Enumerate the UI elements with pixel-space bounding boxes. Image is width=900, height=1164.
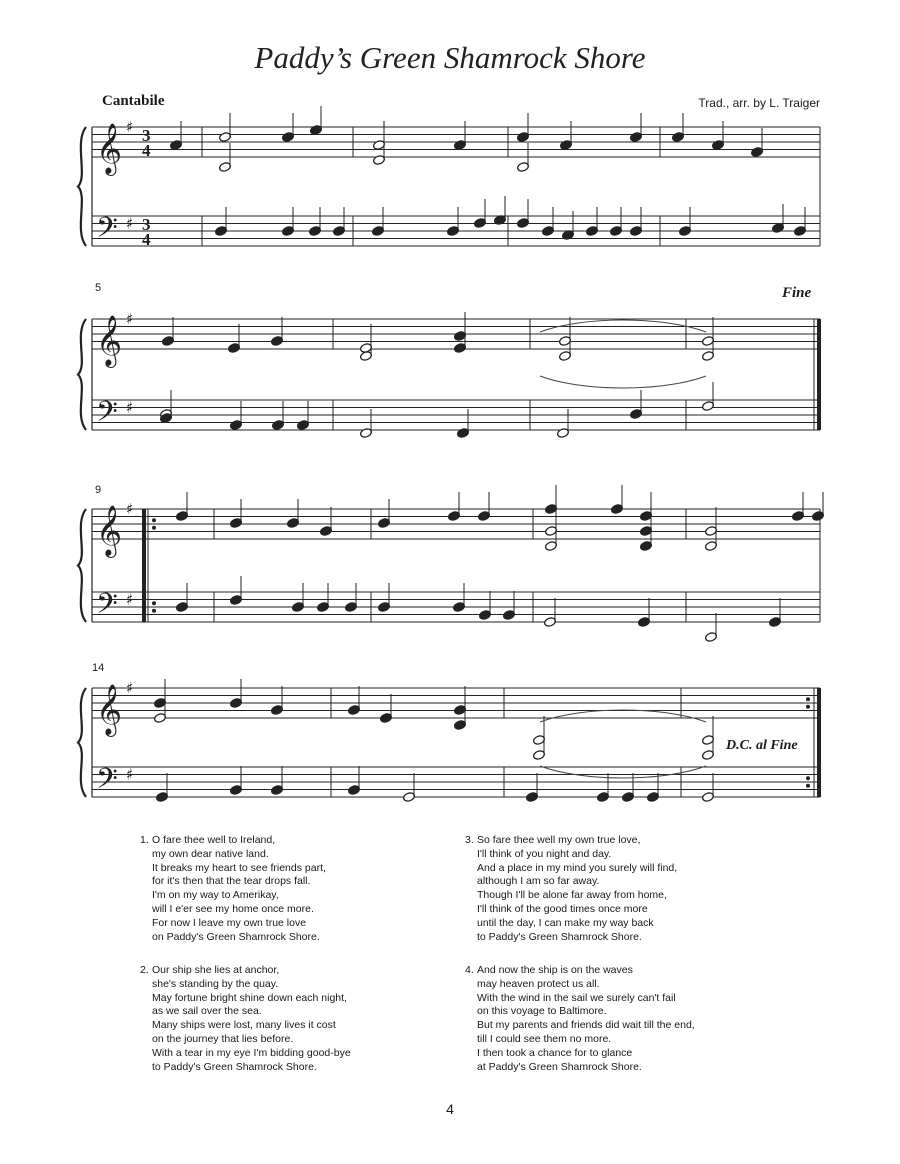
final-barline-thick bbox=[817, 319, 821, 430]
repeat-dot bbox=[152, 526, 156, 530]
time-signature-top: 3 bbox=[142, 126, 151, 145]
verse-2 bbox=[140, 964, 351, 1074]
verse-1 bbox=[140, 834, 326, 944]
repeat-dot bbox=[806, 784, 810, 788]
bass-clef-icon: 𝄢 bbox=[96, 211, 118, 252]
treble-clef-icon: 𝄞 bbox=[96, 123, 123, 174]
measure-number-14: 14 bbox=[92, 662, 105, 674]
lyric-line: May fortune bright shine down each night, bbox=[152, 991, 347, 1004]
lyric-line: although I am so far away. bbox=[477, 875, 600, 888]
lyric-line: will I e'er see my home once more. bbox=[152, 902, 314, 915]
sharp-icon: ♯ bbox=[126, 500, 134, 518]
verse-3 bbox=[465, 834, 678, 944]
treble-clef-icon: 𝄞 bbox=[96, 505, 123, 556]
lyric-line: for it's then that the tear drops fall. bbox=[152, 875, 311, 888]
lyric-line: And now the ship is on the waves bbox=[477, 964, 633, 976]
repeat-dot bbox=[806, 697, 810, 701]
repeat-dot bbox=[806, 776, 810, 780]
sharp-icon: ♯ bbox=[126, 398, 134, 417]
sharp-icon: ♯ bbox=[126, 214, 134, 233]
sharp-icon: ♯ bbox=[126, 765, 134, 784]
measure-number-5: 5 bbox=[95, 282, 102, 294]
system-brace bbox=[78, 509, 86, 622]
lyric-line: till I could see them no more. bbox=[477, 1032, 612, 1045]
bass-clef-icon: 𝄢 bbox=[96, 762, 118, 803]
sharp-icon: ♯ bbox=[126, 679, 134, 697]
repeat-start-thick bbox=[142, 509, 146, 622]
lyric-line: she's standing by the quay. bbox=[152, 977, 279, 990]
lyric-line: on Paddy's Green Shamrock Shore. bbox=[152, 930, 320, 943]
measure-number-9: 9 bbox=[95, 484, 102, 496]
sharp-icon: ♯ bbox=[126, 118, 134, 136]
bass-clef-icon: 𝄢 bbox=[96, 587, 118, 628]
lyric-line: Though I'll be alone far away from home, bbox=[477, 889, 667, 902]
verse-number: 3. bbox=[465, 834, 474, 846]
treble-clef-icon: 𝄞 bbox=[96, 315, 123, 366]
verse-number: 4. bbox=[465, 964, 474, 976]
lyric-line: to Paddy's Green Shamrock Shore. bbox=[152, 1060, 317, 1073]
bass-clef-icon: 𝄢 bbox=[96, 395, 118, 436]
repeat-barline-thick bbox=[817, 688, 821, 797]
system-brace bbox=[78, 127, 86, 246]
lyric-line: So fare thee well my own true love, bbox=[477, 834, 641, 846]
time-signature-bottom: 4 bbox=[142, 141, 151, 160]
arranger-credit: Trad., arr. by L. Traiger bbox=[698, 96, 820, 110]
lyric-line: I'm on my way to Amerikay, bbox=[152, 889, 279, 902]
lyric-line: I'll think of the good times once more bbox=[477, 902, 648, 915]
lyric-line: For now I leave my own true love bbox=[152, 916, 307, 929]
lyric-line: my own dear native land. bbox=[152, 847, 269, 860]
lyric-line: It breaks my heart to see friends part, bbox=[152, 861, 326, 874]
system-brace bbox=[78, 319, 86, 430]
lyric-line: With the wind in the sail we surely can't fail bbox=[477, 991, 676, 1004]
lyric-line: on this voyage to Baltimore. bbox=[477, 1005, 607, 1018]
repeat-dot bbox=[152, 609, 156, 613]
lyric-line: And a place in my mind you surely will find, bbox=[477, 861, 678, 874]
lyric-line: may heaven protect us all. bbox=[477, 977, 600, 990]
piece-title: Paddy’s Green Shamrock Shore bbox=[254, 40, 646, 75]
system-brace bbox=[78, 688, 86, 797]
repeat-dot bbox=[806, 705, 810, 709]
verse-number: 1. bbox=[140, 834, 149, 846]
tie-arc bbox=[540, 376, 706, 388]
lyric-line: O fare thee well to Ireland, bbox=[152, 834, 276, 846]
lyric-line: until the day, I can make my way back bbox=[477, 916, 654, 929]
verse-number: 2. bbox=[140, 964, 149, 976]
time-signature-top: 3 bbox=[142, 215, 151, 234]
lyric-line: I then took a chance for to glance bbox=[477, 1046, 633, 1059]
sharp-icon: ♯ bbox=[126, 590, 134, 609]
page-number: 4 bbox=[446, 1101, 454, 1117]
verse-4 bbox=[465, 964, 695, 1074]
tempo-marking: Cantabile bbox=[102, 93, 165, 109]
lyric-line: Many ships were lost, many lives it cost bbox=[152, 1019, 336, 1032]
lyric-line: on the journey that lies before. bbox=[152, 1032, 294, 1045]
treble-clef-icon: 𝄞 bbox=[96, 684, 123, 735]
fine-marking: Fine bbox=[782, 285, 812, 301]
lyric-line: But my parents and friends did wait till the end, bbox=[477, 1019, 695, 1032]
dc-al-fine-marking: D.C. al Fine bbox=[726, 738, 798, 753]
lyric-line: With a tear in my eye I'm bidding good-bye bbox=[152, 1046, 351, 1059]
lyric-line: as we sail over the sea. bbox=[152, 1005, 262, 1018]
repeat-dot bbox=[152, 518, 156, 522]
lyric-line: Our ship she lies at anchor, bbox=[152, 964, 280, 976]
sharp-icon: ♯ bbox=[126, 310, 134, 328]
lyric-line: at Paddy's Green Shamrock Shore. bbox=[477, 1060, 642, 1073]
repeat-dot bbox=[152, 601, 156, 605]
lyric-line: to Paddy's Green Shamrock Shore. bbox=[477, 930, 642, 943]
lyric-line: I'll think of you night and day. bbox=[477, 847, 612, 860]
time-signature-bottom: 4 bbox=[142, 230, 151, 249]
